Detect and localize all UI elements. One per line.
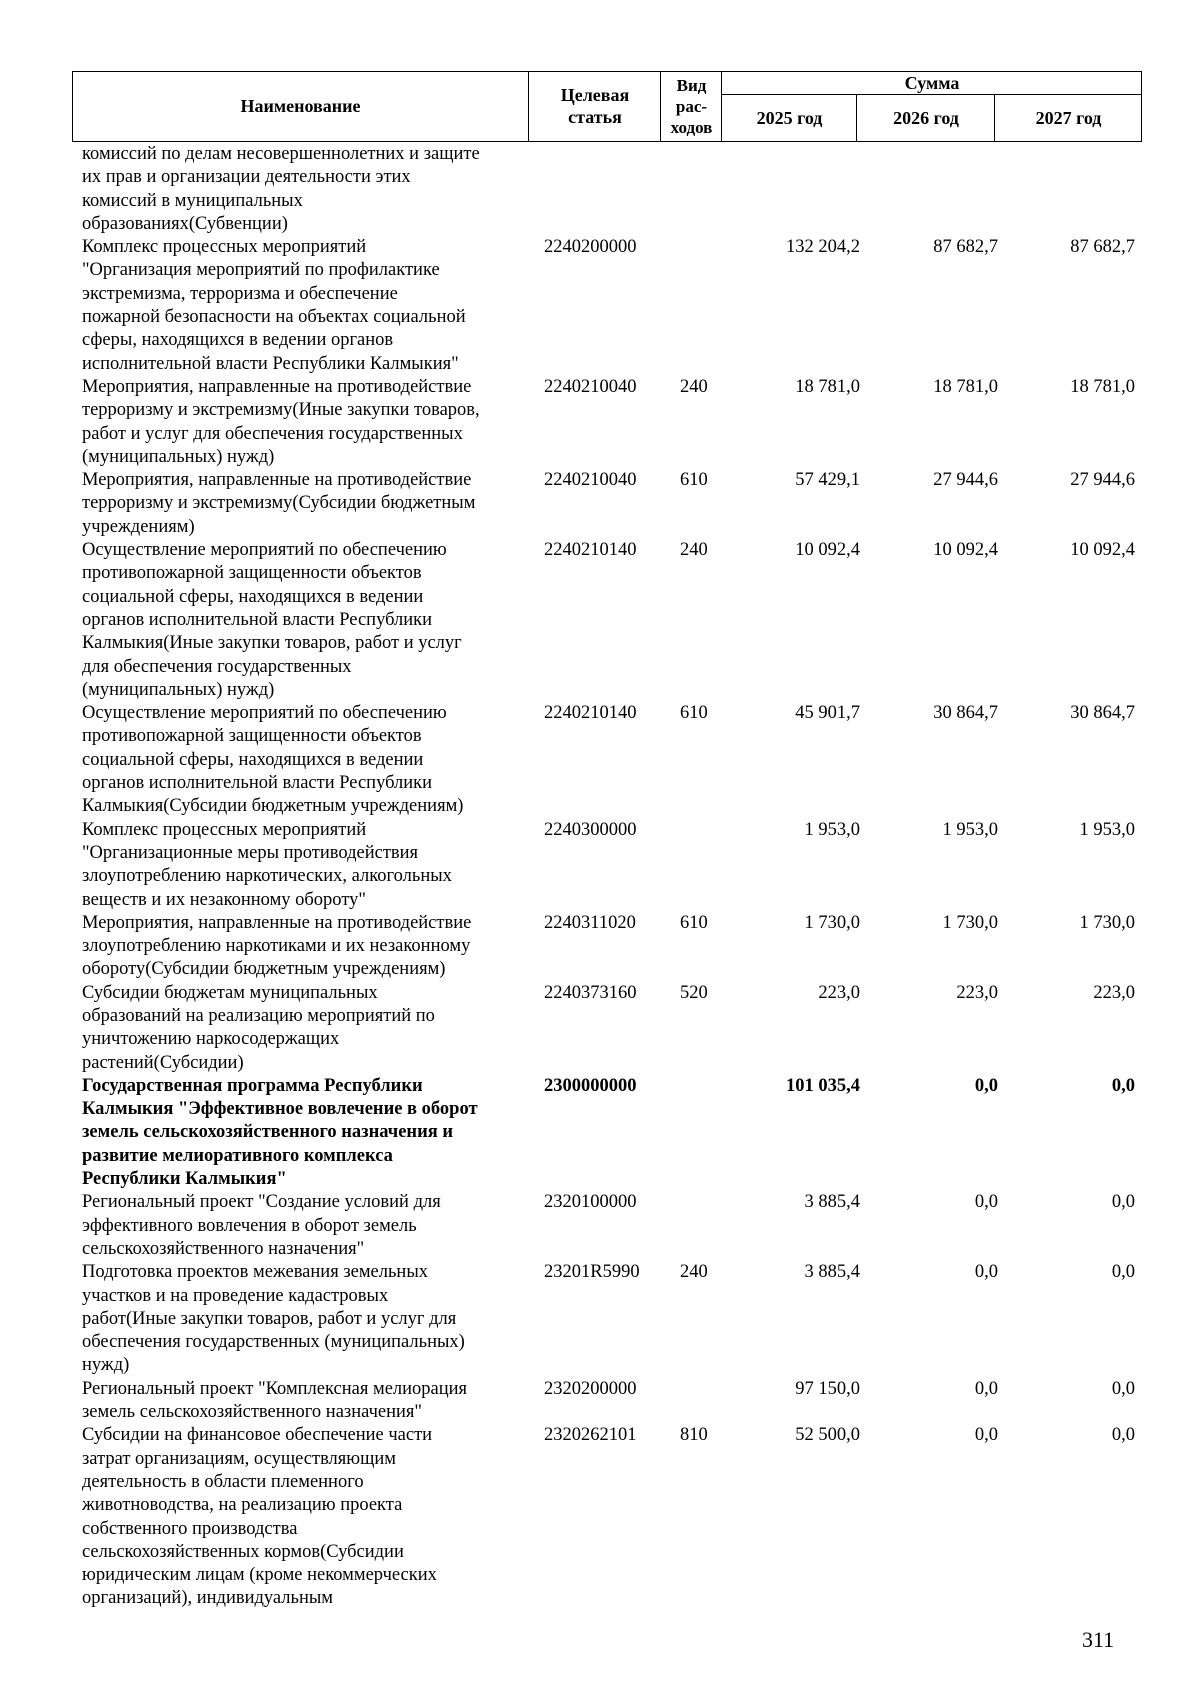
row-name: комиссий по делам несовершеннолетних и защите их прав и организации деятельности этих комиссий в муниципальных образованиях(Субвенции) bbox=[82, 144, 480, 234]
row-target-code: 2320262101 bbox=[544, 1425, 637, 1446]
table-row bbox=[0, 1424, 1200, 1610]
header-code: Целевая статья bbox=[560, 85, 630, 127]
table-row bbox=[0, 1378, 1200, 1425]
row-target-code: 2240373160 bbox=[544, 982, 637, 1003]
row-sum-2025: 223,0 bbox=[818, 982, 860, 1003]
row-sum-2027: 30 864,7 bbox=[1070, 703, 1135, 724]
header-divider bbox=[856, 95, 857, 141]
row-sum-2026: 0,0 bbox=[974, 1262, 998, 1283]
row-target-code: 2240210140 bbox=[544, 703, 637, 724]
row-sum-2026: 27 944,6 bbox=[933, 470, 998, 491]
table-row bbox=[0, 143, 1200, 236]
row-sum-2027: 18 781,0 bbox=[1070, 376, 1135, 397]
row-target-code: 23201R5990 bbox=[544, 1262, 640, 1283]
row-name: Субсидии бюджетам муниципальных образований на реализацию мероприятий по уничтожению наркосодержащих растений(Субсидии) bbox=[82, 982, 435, 1073]
row-expense-type: 520 bbox=[680, 982, 708, 1003]
row-target-code: 2240210140 bbox=[544, 540, 637, 561]
row-sum-2027: 1 730,0 bbox=[1079, 912, 1135, 933]
row-target-code: 2240311020 bbox=[544, 912, 636, 933]
row-name: Региональный проект "Комплексная мелиорация земель сельскохозяйственного назначения" bbox=[82, 1378, 468, 1423]
row-name: Государственная программа Республики Калмыкия "Эффективное вовлечение в оборот земель сельскохозяйственного назначения и развитие мелиоративного комплекса Республики Калмыкия" bbox=[82, 1075, 478, 1190]
row-target-code: 2240300000 bbox=[544, 819, 637, 840]
row-name: Мероприятия, направленные на противодействие терроризму и экстремизму(Иные закупки товаров, работ и услуг для обеспечения государственных (муниципальных) нужд) bbox=[82, 376, 480, 467]
table-row bbox=[0, 539, 1200, 702]
table-row bbox=[0, 236, 1200, 376]
table-row bbox=[0, 702, 1200, 818]
header-divider bbox=[660, 72, 661, 141]
row-name: Комплекс процессных мероприятий "Организационные меры противодействия злоупотреблению наркотических, алкогольных веществ и их незаконному обороту" bbox=[82, 819, 452, 910]
row-expense-type: 610 bbox=[680, 470, 708, 491]
row-sum-2025: 52 500,0 bbox=[795, 1425, 860, 1446]
header-divider bbox=[721, 72, 722, 141]
row-sum-2026: 0,0 bbox=[974, 1378, 998, 1399]
header-vid: Вид рас-ходов bbox=[670, 75, 713, 137]
row-sum-2027: 223,0 bbox=[1093, 982, 1135, 1003]
row-sum-2026: 1 730,0 bbox=[942, 912, 998, 933]
header-name: Наименование bbox=[240, 96, 361, 116]
row-sum-2027: 0,0 bbox=[1111, 1075, 1135, 1096]
row-name: Осуществление мероприятий по обеспечению противопожарной защищенности объектов социальной сферы, находящихся в ведении органов исполнительной власти Республики Калмыкия(Иные закупки товаров, работ и услуг для обеспечения государственных (муниципальных) нужд) bbox=[82, 540, 462, 700]
row-sum-2025: 57 429,1 bbox=[795, 470, 860, 491]
row-expense-type: 240 bbox=[680, 376, 708, 397]
table-row bbox=[0, 1075, 1200, 1191]
table-row bbox=[0, 1261, 1200, 1377]
row-name: Подготовка проектов межевания земельных участков и на проведение кадастровых работ(Иные закупки товаров, работ и услуг для обеспечения государственных (муниципальных) нужд) bbox=[82, 1262, 465, 1376]
header-sum: Сумма bbox=[904, 73, 960, 93]
table-row bbox=[0, 982, 1200, 1075]
row-sum-2027: 87 682,7 bbox=[1070, 237, 1135, 258]
row-target-code: 2320200000 bbox=[544, 1378, 637, 1399]
row-sum-2025: 18 781,0 bbox=[795, 376, 860, 397]
row-sum-2025: 101 035,4 bbox=[786, 1075, 860, 1096]
row-name: Мероприятия, направленные на противодействие злоупотреблению наркотиками и их незаконному обороту(Субсидии бюджетным учреждениям) bbox=[82, 912, 472, 980]
header-divider bbox=[994, 95, 995, 141]
row-sum-2025: 3 885,4 bbox=[804, 1262, 860, 1283]
row-name: Региональный проект "Создание условий для эффективного вовлечения в оборот земель сельскохозяйственного назначения" bbox=[82, 1192, 441, 1259]
header-2027: 2027 год bbox=[1035, 108, 1102, 128]
row-name: Осуществление мероприятий по обеспечению противопожарной защищенности объектов социальной сферы, находящихся в ведении органов исполнительной власти Республики Калмыкия(Субсидии бюджетным учреждениям) bbox=[82, 703, 464, 817]
row-sum-2027: 0,0 bbox=[1111, 1425, 1135, 1446]
row-sum-2025: 1 953,0 bbox=[804, 819, 860, 840]
row-expense-type: 240 bbox=[680, 1262, 708, 1283]
row-expense-type: 610 bbox=[680, 912, 708, 933]
header-divider bbox=[528, 72, 529, 141]
row-target-code: 2300000000 bbox=[544, 1075, 637, 1096]
row-sum-2025: 10 092,4 bbox=[795, 540, 860, 561]
table-row bbox=[0, 376, 1200, 469]
header-divider bbox=[721, 94, 1141, 95]
row-sum-2025: 97 150,0 bbox=[795, 1378, 860, 1399]
row-target-code: 2240210040 bbox=[544, 470, 637, 491]
row-sum-2026: 30 864,7 bbox=[933, 703, 998, 724]
header-2026: 2026 год bbox=[893, 108, 959, 128]
row-name: Мероприятия, направленные на противодействие терроризму и экстремизму(Субсидии бюджетным учреждениям) bbox=[82, 470, 476, 537]
row-sum-2026: 87 682,7 bbox=[933, 237, 998, 258]
row-sum-2026: 223,0 bbox=[956, 982, 998, 1003]
row-sum-2027: 0,0 bbox=[1111, 1378, 1135, 1399]
row-sum-2027: 10 092,4 bbox=[1070, 540, 1135, 561]
row-sum-2025: 45 901,7 bbox=[795, 703, 860, 724]
row-target-code: 2320100000 bbox=[544, 1192, 637, 1213]
table-row bbox=[0, 819, 1200, 912]
row-sum-2027: 0,0 bbox=[1111, 1262, 1135, 1283]
row-name: Комплекс процессных мероприятий "Организация мероприятий по профилактике экстремизма, терроризма и обеспечение пожарной безопасности на объектах социальной сферы, находящихся в ведении органов исполнительной власти Республики Калмыкия" bbox=[82, 237, 466, 374]
table-row bbox=[0, 1191, 1200, 1261]
row-sum-2026: 1 953,0 bbox=[942, 819, 998, 840]
row-sum-2026: 10 092,4 bbox=[933, 540, 998, 561]
row-sum-2027: 1 953,0 bbox=[1079, 819, 1135, 840]
table-row bbox=[0, 912, 1200, 982]
row-sum-2026: 18 781,0 bbox=[933, 376, 998, 397]
row-name: Субсидии на финансовое обеспечение части затрат организациям, осуществляющим деятельность в области племенного животноводства, на реализацию проекта собственного производства сельскохозяйственных кормов(Субсидии юридическим лицам (кроме некоммерческих организаций), индивидуальным bbox=[82, 1425, 437, 1609]
header-2025: 2025 год bbox=[756, 108, 823, 128]
row-sum-2026: 0,0 bbox=[974, 1075, 998, 1096]
table-body bbox=[0, 143, 1200, 1611]
row-sum-2027: 0,0 bbox=[1111, 1192, 1135, 1213]
row-expense-type: 610 bbox=[680, 703, 708, 724]
row-sum-2025: 3 885,4 bbox=[804, 1192, 860, 1213]
table-header bbox=[72, 71, 1142, 142]
row-sum-2025: 1 730,0 bbox=[804, 912, 860, 933]
row-sum-2026: 0,0 bbox=[974, 1425, 998, 1446]
row-sum-2025: 132 204,2 bbox=[786, 237, 860, 258]
table-row bbox=[0, 469, 1200, 539]
row-expense-type: 240 bbox=[680, 540, 708, 561]
row-expense-type: 810 bbox=[680, 1425, 708, 1446]
page-number: 311 bbox=[1082, 1627, 1115, 1652]
row-sum-2026: 0,0 bbox=[974, 1192, 998, 1213]
row-target-code: 2240210040 bbox=[544, 376, 637, 397]
row-sum-2027: 27 944,6 bbox=[1070, 470, 1135, 491]
row-target-code: 2240200000 bbox=[544, 237, 637, 258]
